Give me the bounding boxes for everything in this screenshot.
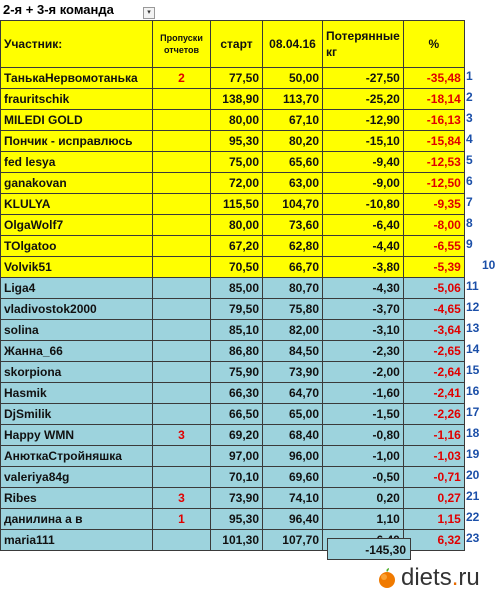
missed-reports-cell[interactable] [153, 131, 211, 152]
start-weight-cell[interactable]: 67,20 [211, 236, 263, 257]
current-weight-cell[interactable]: 65,60 [263, 152, 323, 173]
current-weight-cell[interactable]: 96,40 [263, 509, 323, 530]
table-row [1, 152, 465, 173]
percent-cell[interactable]: -12,50 [403, 173, 464, 194]
table-row [1, 194, 465, 215]
start-weight-cell[interactable]: 70,50 [211, 257, 263, 278]
participant-name-cell[interactable]: OlgaWolf7 [1, 215, 153, 236]
start-weight-cell[interactable]: 79,50 [211, 299, 263, 320]
lost-kg-cell[interactable]: -3,10 [323, 320, 404, 341]
row-number: 20 [466, 468, 480, 482]
lost-kg-cell[interactable]: -4,40 [323, 236, 404, 257]
start-weight-cell[interactable]: 85,00 [211, 278, 263, 299]
start-weight-cell[interactable]: 70,10 [211, 467, 263, 488]
participant-name-cell[interactable]: MILEDI GOLD [1, 110, 153, 131]
row-number: 4 [466, 132, 473, 146]
logo-suffix: ru [458, 564, 480, 591]
table-row [1, 110, 465, 131]
lost-kg-cell[interactable]: -2,00 [323, 362, 404, 383]
row-number: 2 [466, 90, 473, 104]
participant-name-cell[interactable]: Volvik51 [1, 257, 153, 278]
participant-name-cell[interactable]: Liga4 [1, 278, 153, 299]
missed-reports-cell[interactable] [153, 446, 211, 467]
percent-cell[interactable]: -0,71 [403, 467, 464, 488]
start-weight-cell[interactable]: 80,00 [211, 110, 263, 131]
lost-kg-cell[interactable]: -2,30 [323, 341, 404, 362]
current-weight-cell[interactable]: 84,50 [263, 341, 323, 362]
start-weight-cell[interactable]: 115,50 [211, 194, 263, 215]
current-weight-cell[interactable]: 107,70 [263, 530, 323, 551]
lost-kg-cell[interactable]: -25,20 [323, 89, 404, 110]
lost-kg-cell[interactable]: -12,90 [323, 110, 404, 131]
participant-name-cell[interactable]: данилина а в [1, 509, 153, 530]
participant-name-cell[interactable]: DjSmilik [1, 404, 153, 425]
row-number: 9 [466, 237, 473, 251]
missed-reports-cell[interactable] [153, 236, 211, 257]
start-weight-cell[interactable]: 73,90 [211, 488, 263, 509]
lost-kg-cell[interactable]: -1,60 [323, 383, 404, 404]
row-number: 13 [466, 321, 480, 335]
row-number: 16 [466, 384, 480, 398]
current-weight-cell[interactable]: 68,40 [263, 425, 323, 446]
percent-cell[interactable]: -2,26 [403, 404, 464, 425]
header-date[interactable]: 08.04.16 [263, 21, 323, 68]
participant-name-cell[interactable]: frauritschik [1, 89, 153, 110]
table-row [1, 383, 465, 404]
current-weight-cell[interactable]: 66,70 [263, 257, 323, 278]
lost-kg-cell[interactable]: 0,20 [323, 488, 404, 509]
missed-reports-cell[interactable] [153, 383, 211, 404]
participant-name-cell[interactable]: TOlgatoo [1, 236, 153, 257]
table-row [1, 89, 465, 110]
start-weight-cell[interactable]: 85,10 [211, 320, 263, 341]
percent-cell[interactable]: -5,06 [403, 278, 464, 299]
participant-name-cell[interactable]: Жанна_66 [1, 341, 153, 362]
participant-name-cell[interactable]: Пончик - исправлюсь [1, 131, 153, 152]
current-weight-cell[interactable]: 50,00 [263, 68, 323, 89]
row-number: 12 [466, 300, 480, 314]
header-row [1, 21, 465, 68]
start-weight-cell[interactable]: 101,30 [211, 530, 263, 551]
start-weight-cell[interactable]: 95,30 [211, 131, 263, 152]
start-weight-cell[interactable]: 95,30 [211, 509, 263, 530]
percent-cell[interactable]: 1,15 [403, 509, 464, 530]
row-number: 19 [466, 447, 480, 461]
start-weight-cell[interactable]: 66,50 [211, 404, 263, 425]
row-number: 1 [466, 69, 473, 83]
percent-cell[interactable]: -3,64 [403, 320, 464, 341]
percent-cell[interactable]: 0,27 [403, 488, 464, 509]
percent-cell[interactable]: -9,35 [403, 194, 464, 215]
current-weight-cell[interactable]: 104,70 [263, 194, 323, 215]
lost-kg-cell[interactable]: -0,80 [323, 425, 404, 446]
table-row [1, 362, 465, 383]
header-start[interactable]: старт [211, 21, 263, 68]
filter-dropdown-icon[interactable]: ▾ [143, 7, 155, 19]
missed-reports-cell[interactable] [153, 341, 211, 362]
current-weight-cell[interactable]: 80,70 [263, 278, 323, 299]
table-row [1, 173, 465, 194]
start-weight-cell[interactable]: 138,90 [211, 89, 263, 110]
start-weight-cell[interactable]: 80,00 [211, 215, 263, 236]
current-weight-cell[interactable]: 74,10 [263, 488, 323, 509]
row-number: 23 [466, 531, 480, 545]
current-weight-cell[interactable]: 73,60 [263, 215, 323, 236]
lost-kg-cell[interactable]: -1,00 [323, 446, 404, 467]
missed-reports-cell[interactable] [153, 89, 211, 110]
current-weight-cell[interactable]: 96,00 [263, 446, 323, 467]
table-row [1, 68, 465, 89]
current-weight-cell[interactable]: 67,10 [263, 110, 323, 131]
logo-text [401, 564, 480, 592]
lost-kg-cell[interactable]: -10,80 [323, 194, 404, 215]
missed-reports-cell[interactable] [153, 257, 211, 278]
missed-reports-cell[interactable] [153, 320, 211, 341]
row-number: 3 [466, 111, 473, 125]
participant-name-cell[interactable]: vladivostok2000 [1, 299, 153, 320]
missed-reports-cell[interactable] [153, 404, 211, 425]
row-number: 15 [466, 363, 480, 377]
percent-cell[interactable]: -2,64 [403, 362, 464, 383]
row-number: 8 [466, 216, 473, 230]
start-weight-cell[interactable]: 72,00 [211, 173, 263, 194]
lost-kg-cell[interactable]: -27,50 [323, 68, 404, 89]
percent-cell[interactable]: -6,55 [403, 236, 464, 257]
missed-reports-cell[interactable] [153, 173, 211, 194]
row-number: 11 [466, 279, 479, 293]
table-row [1, 446, 465, 467]
start-weight-cell[interactable]: 86,80 [211, 341, 263, 362]
row-number: 10 [482, 258, 496, 272]
participant-name-cell[interactable]: fed lesya [1, 152, 153, 173]
participant-name-cell[interactable]: KLULYA [1, 194, 153, 215]
missed-reports-cell[interactable]: 1 [153, 509, 211, 530]
table-row [1, 215, 465, 236]
lost-kg-cell[interactable]: -4,30 [323, 278, 404, 299]
row-number: 18 [466, 426, 480, 440]
percent-cell[interactable]: -1,16 [403, 425, 464, 446]
sheet-title[interactable]: 2-я + 3-я команда [2, 0, 153, 21]
header-missed-reports[interactable]: Пропуски отчетов [153, 21, 211, 68]
percent-cell[interactable]: -35,48 [403, 68, 464, 89]
percent-cell[interactable]: -2,65 [403, 341, 464, 362]
diets-logo [376, 563, 480, 593]
table-row [1, 425, 465, 446]
table-row [1, 236, 465, 257]
missed-reports-cell[interactable] [153, 299, 211, 320]
lost-kg-cell[interactable]: -9,00 [323, 173, 404, 194]
lost-kg-cell[interactable]: -1,50 [323, 404, 404, 425]
percent-cell[interactable]: -16,13 [403, 110, 464, 131]
current-weight-cell[interactable]: 75,80 [263, 299, 323, 320]
row-number: 17 [466, 405, 480, 419]
missed-reports-cell[interactable] [153, 194, 211, 215]
percent-cell[interactable]: -18,14 [403, 89, 464, 110]
current-weight-cell[interactable]: 73,90 [263, 362, 323, 383]
apple-icon [376, 567, 398, 589]
table-row [1, 341, 465, 362]
lost-kg-cell[interactable]: -15,10 [323, 131, 404, 152]
current-weight-cell[interactable]: 64,70 [263, 383, 323, 404]
start-weight-cell[interactable]: 66,30 [211, 383, 263, 404]
current-weight-cell[interactable]: 65,00 [263, 404, 323, 425]
row-number: 14 [466, 342, 480, 356]
current-weight-cell[interactable]: 80,20 [263, 131, 323, 152]
results-table [0, 20, 465, 551]
row-number: 5 [466, 153, 473, 167]
table-row [1, 278, 465, 299]
missed-reports-cell[interactable]: 3 [153, 488, 211, 509]
table-row [1, 509, 465, 530]
participant-name-cell[interactable]: ТанькаНервомотанька [1, 68, 153, 89]
lost-kg-cell[interactable]: 1,10 [323, 509, 404, 530]
lost-kg-cell[interactable]: -0,50 [323, 467, 404, 488]
total-lost-cell[interactable]: -145,30 [327, 538, 411, 560]
percent-cell[interactable]: -4,65 [403, 299, 464, 320]
percent-cell[interactable]: 6,32 [403, 530, 464, 551]
lost-kg-cell[interactable]: -3,70 [323, 299, 404, 320]
header-lost-kg[interactable]: Потерянные кг [323, 21, 404, 68]
current-weight-cell[interactable]: 82,00 [263, 320, 323, 341]
missed-reports-cell[interactable]: 3 [153, 425, 211, 446]
missed-reports-cell[interactable] [153, 215, 211, 236]
row-number: 22 [466, 510, 480, 524]
current-weight-cell[interactable]: 63,00 [263, 173, 323, 194]
missed-reports-cell[interactable] [153, 362, 211, 383]
participant-name-cell[interactable]: solina [1, 320, 153, 341]
header-participant[interactable]: Участник: [1, 21, 153, 68]
missed-reports-cell[interactable] [153, 110, 211, 131]
lost-kg-cell[interactable]: -6,40 [323, 215, 404, 236]
table-row [1, 320, 465, 341]
current-weight-cell[interactable]: 69,60 [263, 467, 323, 488]
participant-name-cell[interactable]: Happy WMN [1, 425, 153, 446]
percent-cell[interactable]: -15,84 [403, 131, 464, 152]
percent-cell[interactable]: -8,00 [403, 215, 464, 236]
logo-prefix: diets [401, 564, 452, 591]
participant-name-cell[interactable]: valeriya84g [1, 467, 153, 488]
table-row [1, 488, 465, 509]
missed-reports-cell[interactable] [153, 467, 211, 488]
participant-name-cell[interactable]: АнюткаСтройняшка [1, 446, 153, 467]
table-row [1, 131, 465, 152]
start-weight-cell[interactable]: 97,00 [211, 446, 263, 467]
start-weight-cell[interactable]: 75,90 [211, 362, 263, 383]
participant-name-cell[interactable]: skorpiona [1, 362, 153, 383]
participant-name-cell[interactable]: Ribes [1, 488, 153, 509]
participant-name-cell[interactable]: ganakovan [1, 173, 153, 194]
missed-reports-cell[interactable] [153, 152, 211, 173]
table-row [1, 257, 465, 278]
participant-name-cell[interactable]: maria111 [1, 530, 153, 551]
row-number: 6 [466, 174, 473, 188]
start-weight-cell[interactable]: 77,50 [211, 68, 263, 89]
current-weight-cell[interactable]: 113,70 [263, 89, 323, 110]
start-weight-cell[interactable]: 69,20 [211, 425, 263, 446]
table-row [1, 299, 465, 320]
row-number: 7 [466, 195, 473, 209]
logo-dot: . [451, 564, 459, 591]
lost-kg-cell[interactable]: -9,40 [323, 152, 404, 173]
percent-cell[interactable]: -1,03 [403, 446, 464, 467]
table-row [1, 404, 465, 425]
table-row [1, 467, 465, 488]
missed-reports-cell[interactable]: 2 [153, 68, 211, 89]
percent-cell[interactable]: -2,41 [403, 383, 464, 404]
percent-cell[interactable]: -12,53 [403, 152, 464, 173]
row-number: 21 [466, 489, 480, 503]
missed-reports-cell[interactable] [153, 530, 211, 551]
percent-cell[interactable]: -5,39 [403, 257, 464, 278]
lost-kg-cell[interactable]: -3,80 [323, 257, 404, 278]
missed-reports-cell[interactable] [153, 278, 211, 299]
header-percent[interactable]: % [403, 21, 464, 68]
current-weight-cell[interactable]: 62,80 [263, 236, 323, 257]
participant-name-cell[interactable]: Hasmik [1, 383, 153, 404]
start-weight-cell[interactable]: 75,00 [211, 152, 263, 173]
